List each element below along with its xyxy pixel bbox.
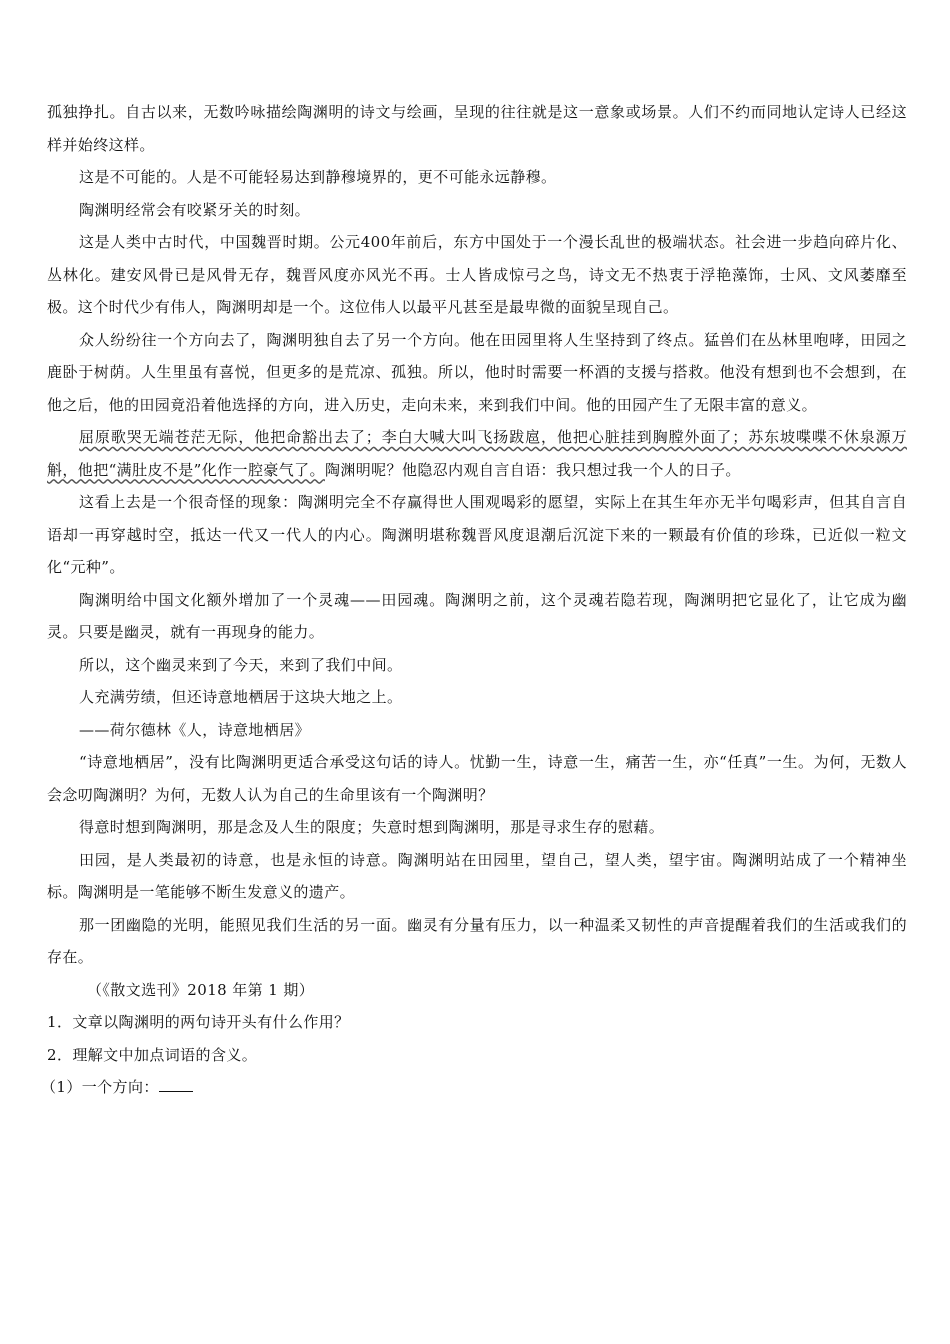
answer-blank[interactable] [159,1077,193,1092]
document-page [41,96,907,1104]
sub-question-1 [41,1071,907,1104]
paragraph-3: 陶渊明经常会有咬紧牙关的时刻。 [79,200,311,219]
paragraph-4: 这是人类中古时代，中国魏晋时期。公元400年前后，东方中国处于一个漫长乱世的极端状态。社会进一步趋向碎片化、丛林化。建安风骨已是风骨无存，魏晋风度亦风光不再。士人皆成惊弓之鸟，诗文无不热衷于浮艳藻饰，士风、文风萎靡至极。这个时代少有伟人，陶渊明却是一个。这位伟人以最平凡甚至是最卑微的面貌呈现自己。 [47,233,907,316]
paragraph-6-rest: 陶渊明呢？他隐忍内观自言自语：我只想过我一个人的日子。 [324,460,741,479]
paragraph-11: 得意时想到陶渊明，那是念及人生的限度；失意时想到陶渊明，那是寻求生存的慰藉。 [79,818,665,836]
source-citation: （《散文选刊》2018 年第 1 期） [87,980,315,999]
paragraph-7: 这看上去是一个很奇怪的现象：陶渊明完全不存赢得世人围观喝彩的愿望，实际上在其生年亦无半句喝彩声，但其自言自语却一再穿越时空，抵达一代又一代人的内心。陶渊明堪称魏晋风度退潮后沉淀下来的一颗最有价值的珍珠，已近似一粒文化“元种”。 [47,493,907,576]
poem-line: 人充满劳绩，但还诗意地栖居于这块大地之上。 [79,688,403,706]
question-2: 2．理解文中加点词语的含义。 [47,1045,258,1064]
paragraph-6 [47,421,907,486]
underlined-sentence: 屈原歌哭无端苍茫无际，他把命豁出去了；李白大喊大叫飞扬跋扈，他把心脏挂到胸膛外面了；苏东坡喋喋不休泉源万斛，他把“满肚皮不是”化作一腔豪气了。 [47,428,907,479]
paragraph-8: 陶渊明给中国文化额外增加了一个灵魂——田园魂。陶渊明之前，这个灵魂若隐若现，陶渊明把它显化了，让它成为幽灵。只要是幽灵，就有一再现身的能力。 [47,590,907,641]
paragraph-5: 众人纷纷往一个方向去了，陶渊明独自去了另一个方向。他在田园里将人生坚持到了终点。猛兽们在丛林里咆哮，田园之鹿卧于树荫。人生里虽有喜悦，但更多的是荒凉、孤独。所以，他时时需要一杯酒的支援与搭救。他没有想到也不会想到，在他之后，他的田园竟沿着他选择的方向，进入历史，走向未来，来到我们中间。他的田园产生了无限丰富的意义。 [47,330,907,414]
paragraph-13: 那一团幽隐的光明，能照见我们生活的另一面。幽灵有分量有压力，以一种温柔又韧性的声音提醒着我们的生活或我们的存在。 [47,915,907,966]
question-1: 1．文章以陶渊明的两句诗开头有什么作用？ [47,1013,350,1031]
paragraph-9: 所以，这个幽灵来到了今天，来到了我们中间。 [79,655,403,674]
sub-question-1-label: （1）一个方向： [41,1078,159,1096]
paragraph-12: 田园，是人类最初的诗意，也是永恒的诗意。陶渊明站在田园里，望自己，望人类，望宇宙。陶渊明站成了一个精神坐标。陶渊明是一笔能够不断生发意义的遗产。 [47,850,907,901]
paragraph-10: “诗意地栖居”，没有比陶渊明更适合承受这句话的诗人。忧勤一生，诗意一生，痛苦一生，亦“任真”一生。为何，无数人会念叨陶渊明？为何，无数人认为自己的生命里该有一个陶渊明？ [47,753,907,804]
paragraph-2: 这是不可能的。人是不可能轻易达到静穆境界的，更不可能永远静穆。 [79,168,557,186]
poem-attribution: ——荷尔德林《人，诗意地栖居》 [79,720,311,739]
paragraph-1: 孤独挣扎。自古以来，无数吟咏描绘陶渊明的诗文与绘画，呈现的往往就是这一意象或场景。人们不约而同地认定诗人已经这样并始终这样。 [47,103,907,154]
